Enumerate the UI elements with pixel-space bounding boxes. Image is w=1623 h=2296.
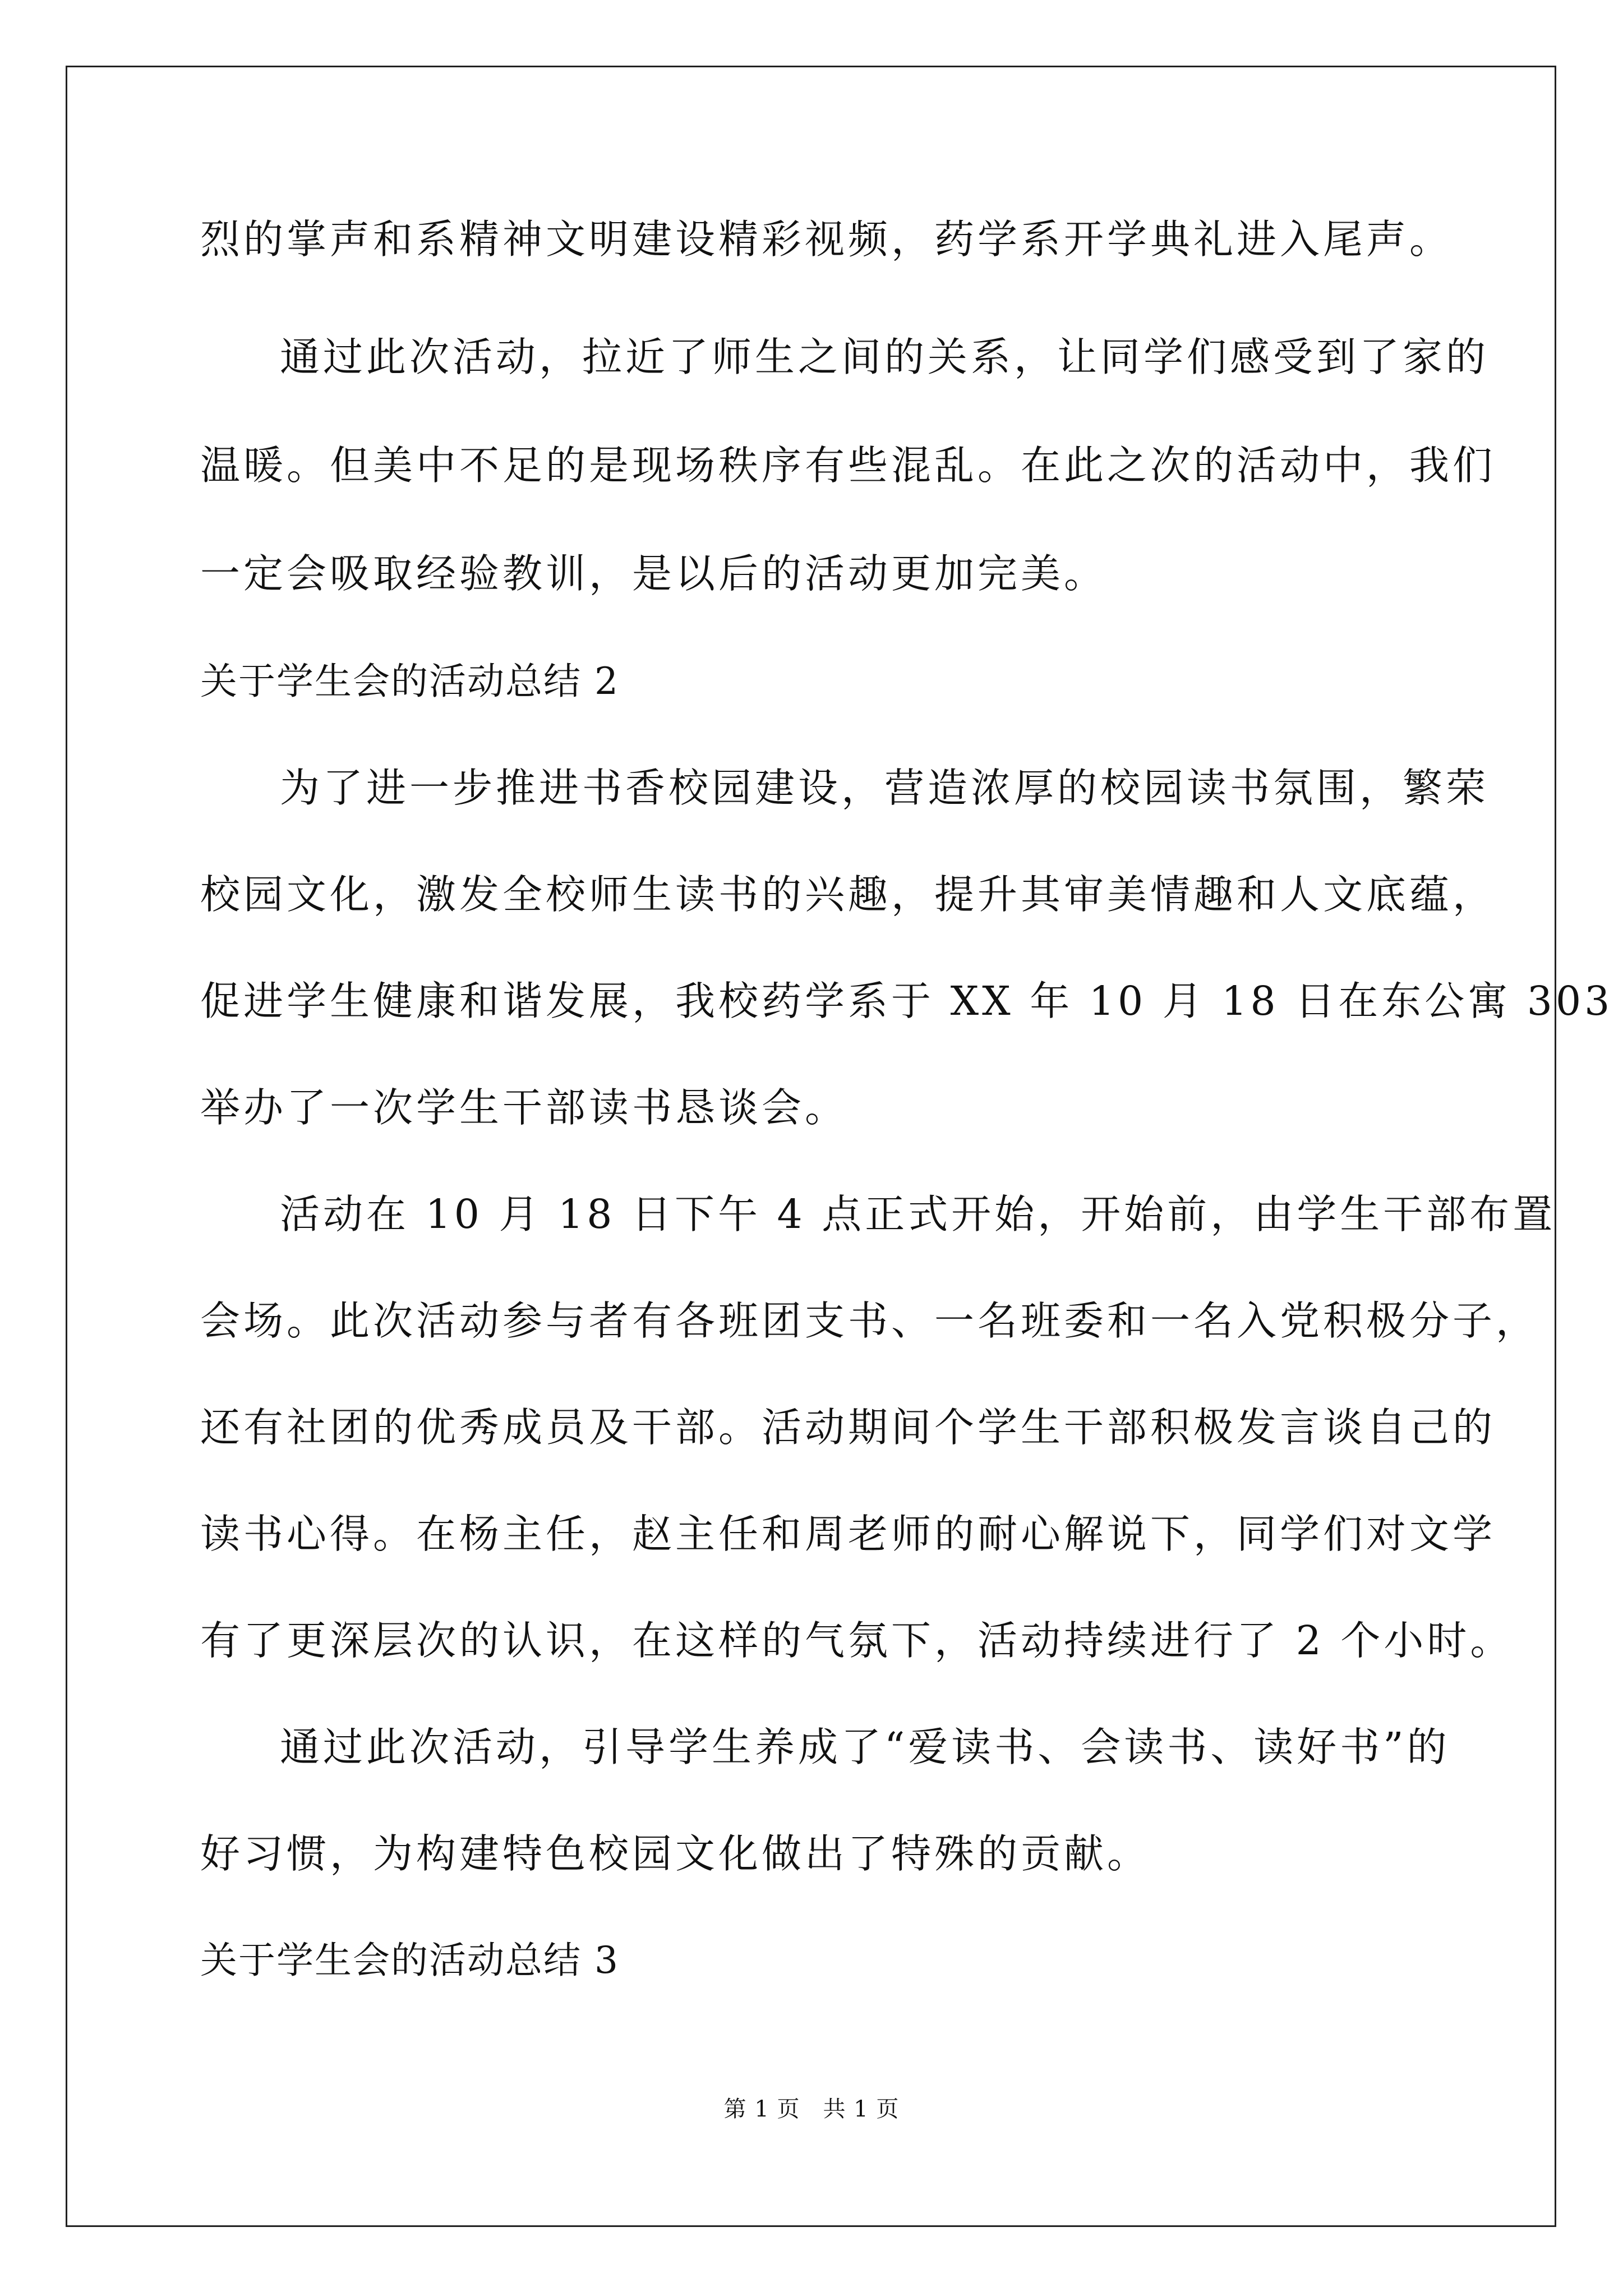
paragraph-line: 通过此次活动，拉近了师生之间的关系，让同学们感受到了家的 [280,334,1490,380]
page-border [66,66,1556,2227]
paragraph-line: 读书心得。在杨主任，赵主任和周老师的耐心解说下，同学们对文学 [200,1511,1496,1557]
paragraph-line: 烈的掌声和系精神文明建设精彩视频，药学系开学典礼进入尾声。 [200,216,1453,263]
paragraph-line: 有了更深层次的认识，在这样的气氛下，活动持续进行了 2 个小时。 [200,1617,1514,1664]
section-heading: 关于学生会的活动总结 2 [200,660,619,703]
paragraph-line: 一定会吸取经验教训，是以后的活动更加完美。 [200,550,1108,597]
paragraph-line: 好习惯，为构建特色校园文化做出了特殊的贡献。 [200,1830,1151,1877]
paragraph-line: 温暖。但美中不足的是现场秩序有些混乱。在此之次的活动中，我们 [200,442,1496,489]
paragraph-line: 促进学生健康和谐发展，我校药学系于 XX 年 10 月 18 日在东公寓 303 [200,978,1613,1024]
paragraph-line: 通过此次活动，引导学生养成了“爱读书、会读书、读好书”的 [280,1724,1450,1770]
paragraph-line: 为了进一步推进书香校园建设，营造浓厚的校园读书氛围，繁荣 [280,765,1490,811]
paragraph-line: 举办了一次学生干部读书恳谈会。 [200,1084,849,1131]
paragraph-line: 活动在 10 月 18 日下午 4 点正式开始，开始前，由学生干部布置 [280,1191,1556,1237]
section-heading: 关于学生会的活动总结 3 [200,1939,619,1982]
paragraph-line: 校园文化，激发全校师生读书的兴趣，提升其审美情趣和人文底蕴， [200,871,1496,918]
paragraph-line: 还有社团的优秀成员及干部。活动期间个学生干部积极发言谈自己的 [200,1404,1496,1451]
paragraph-line: 会场。此次活动参与者有各班团支书、一名班委和一名入党积极分子， [200,1297,1539,1344]
page-number-footer: 第 1 页 共 1 页 [723,2096,900,2122]
